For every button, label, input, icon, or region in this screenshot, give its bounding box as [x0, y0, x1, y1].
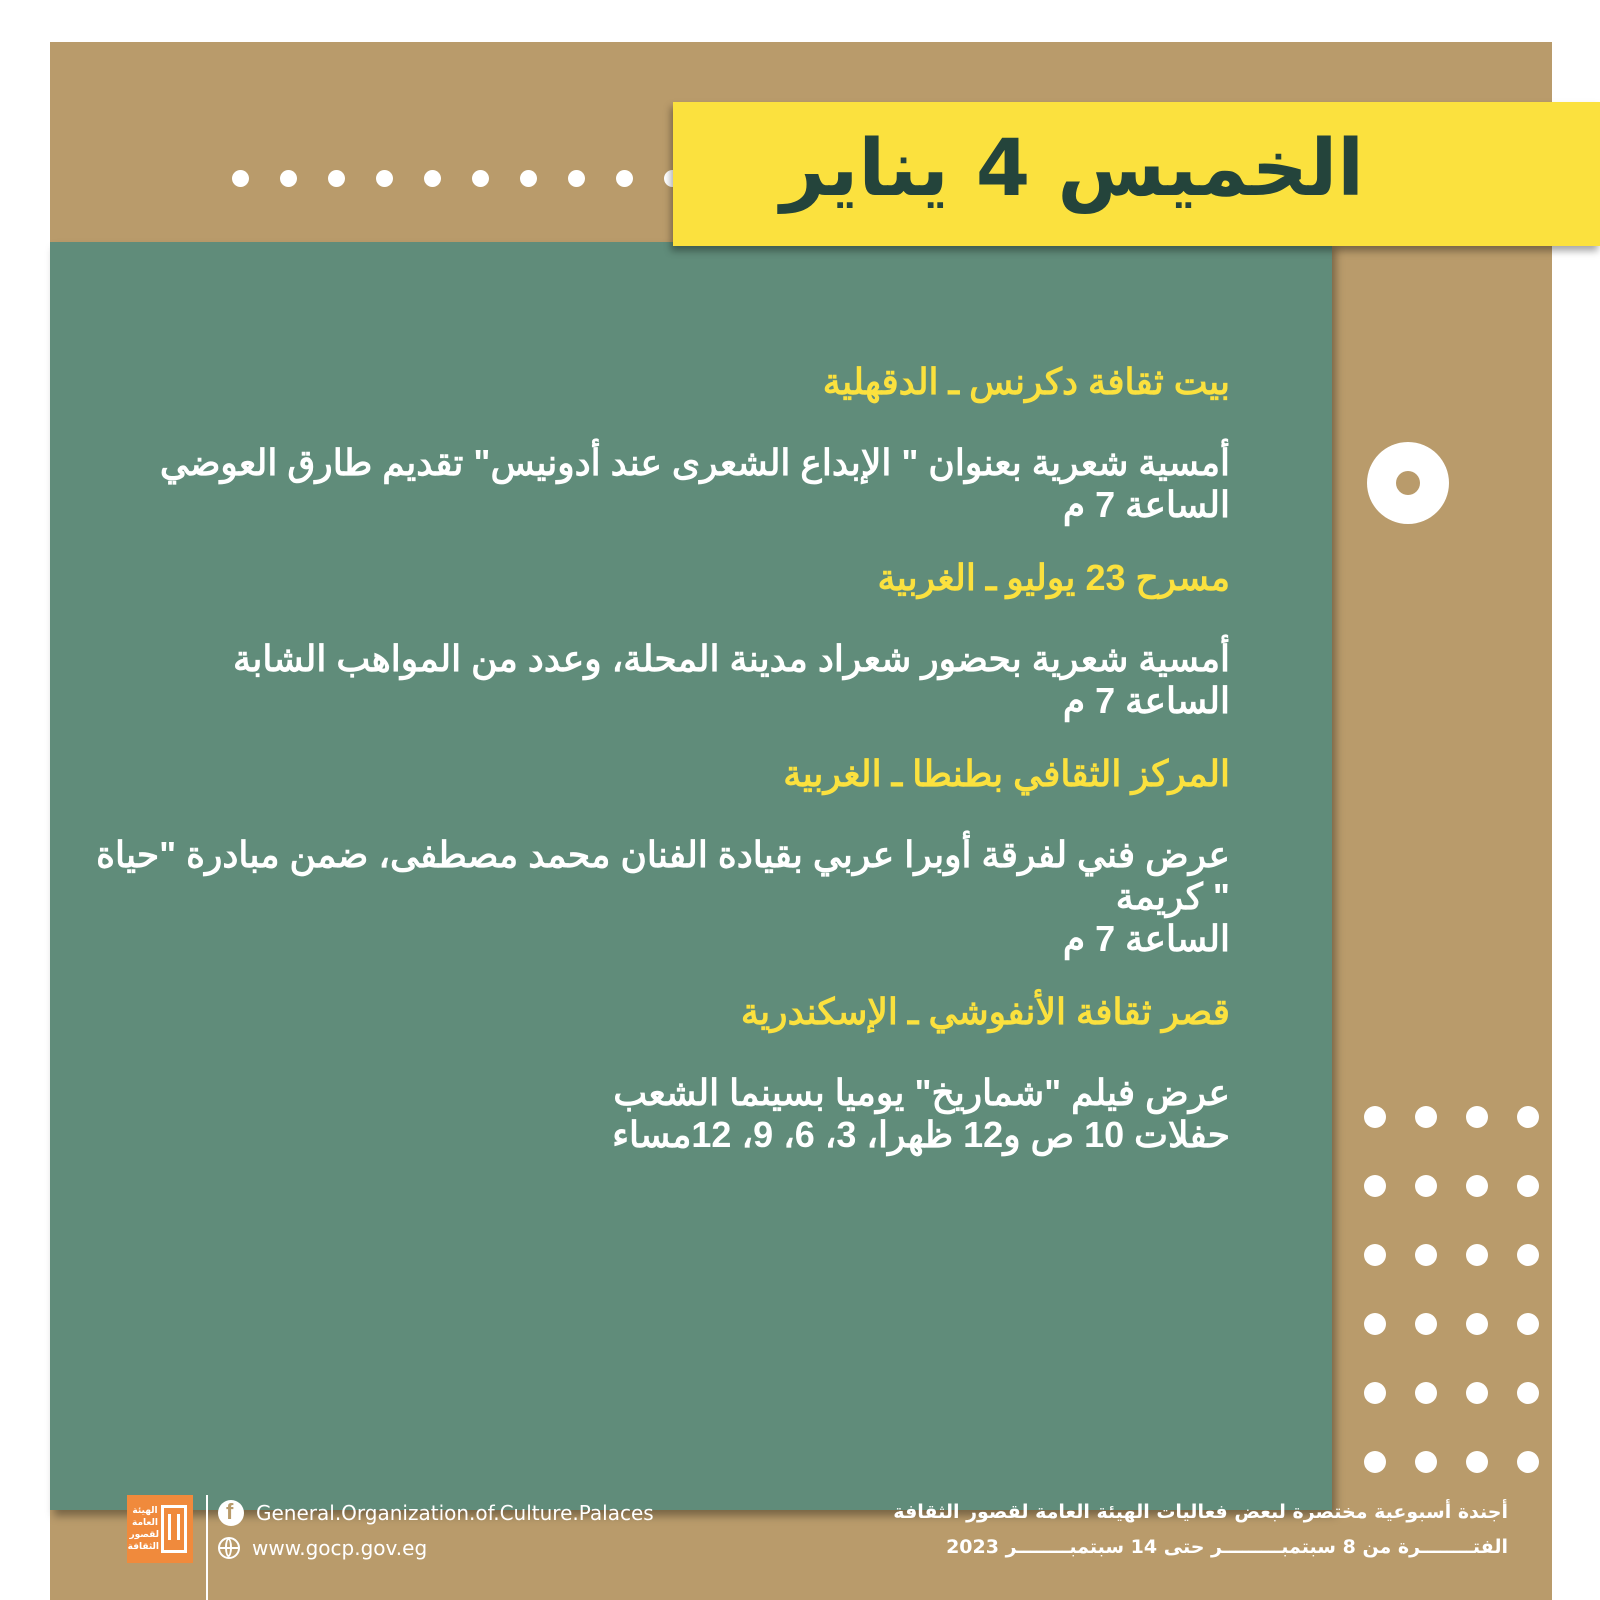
event-description: أمسية شعرية بحضور شعراد مدينة المحلة، وعدد من المواهب الشابة	[233, 638, 1230, 679]
globe-icon	[218, 1537, 240, 1559]
event-description-continued: " كريمة	[1115, 876, 1230, 917]
event-item	[80, 752, 1230, 960]
website-url: www.gocp.gov.eg	[252, 1536, 428, 1560]
building-icon	[161, 1505, 187, 1553]
event-time: الساعة 7 م	[1062, 918, 1230, 959]
website-link[interactable]	[218, 1536, 427, 1560]
event-item	[80, 990, 1230, 1156]
facebook-icon	[218, 1500, 244, 1526]
event-venue: مسرح 23 يوليو ـ الغربية	[877, 557, 1230, 598]
event-item	[80, 556, 1230, 722]
date-banner	[673, 102, 1600, 246]
footer-divider	[206, 1495, 208, 1600]
event-description: أمسية شعرية بعنوان " الإبداع الشعرى عند أدونيس" تقديم طارق العوضي	[159, 442, 1230, 483]
page-title: الخميس 4 يناير	[780, 124, 1364, 214]
agenda-title: أجندة أسبوعية مختصرة لبعض فعاليات الهيئة العامة لقصور الثقافة	[893, 1501, 1508, 1523]
event-time: الساعة 7 م	[1062, 680, 1230, 721]
event-venue: بيت ثقافة دكرنس ـ الدقهلية	[822, 361, 1230, 402]
facebook-link[interactable]	[218, 1500, 654, 1526]
event-item	[80, 360, 1230, 526]
event-description: عرض فني لفرقة أوبرا عربي بقيادة الفنان محمد مصطفى، ضمن مبادرة "حياة	[96, 834, 1230, 875]
facebook-handle: General.Organization.of.Culture.Palaces	[256, 1501, 654, 1525]
decorative-ring	[1367, 442, 1449, 524]
decorative-dot-grid	[1364, 1106, 1539, 1473]
logo-text: الهيئة العامة لقصور الثقافة	[127, 1506, 159, 1552]
gocp-logo	[127, 1495, 193, 1563]
event-venue: قصر ثقافة الأنفوشي ـ الإسكندرية	[740, 991, 1230, 1032]
event-time: الساعة 7 م	[1062, 484, 1230, 525]
events-list	[80, 360, 1230, 1186]
agenda-period: الفتــــــــرة من 8 سبتمبـــــــــر حتى 14 سبتمبــــــــر 2023	[946, 1536, 1508, 1558]
decorative-dot-row	[232, 170, 681, 187]
event-description: عرض فيلم "شماريخ" يوميا بسينما الشعب	[613, 1072, 1230, 1113]
event-showtimes: حفلات 10 ص و12 ظهرا، 3، 6، 9، 12مساء	[612, 1114, 1230, 1155]
event-venue: المركز الثقافي بطنطا ـ الغربية	[783, 753, 1230, 794]
